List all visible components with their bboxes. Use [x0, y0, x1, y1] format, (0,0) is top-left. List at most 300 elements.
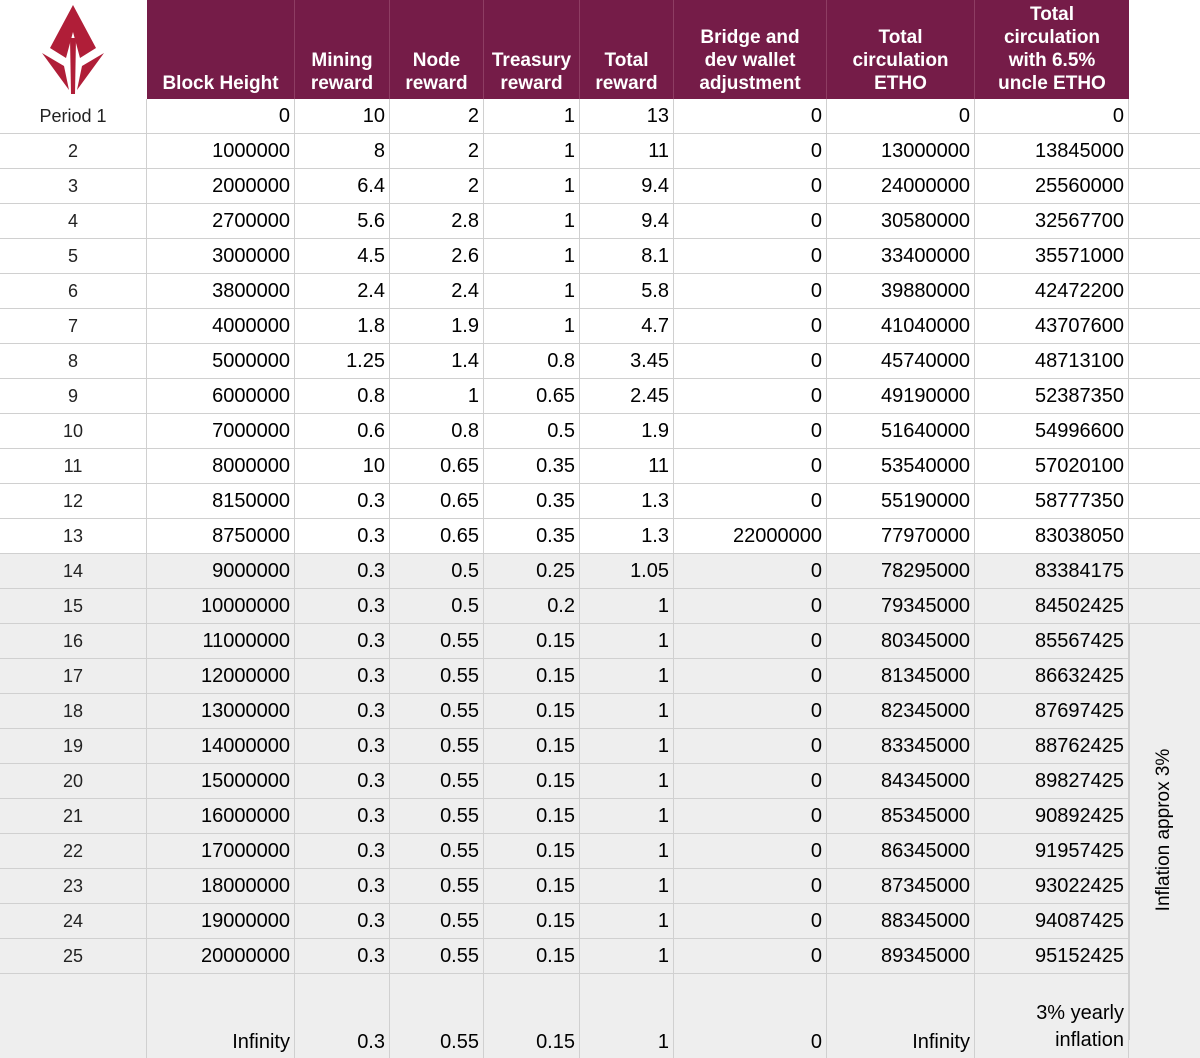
table-cell[interactable]: 20000000: [147, 939, 295, 973]
table-cell[interactable]: 0: [674, 834, 827, 868]
table-cell[interactable]: 0.55: [390, 624, 484, 658]
table-row: [0, 134, 1200, 169]
empty-cell[interactable]: [1129, 169, 1200, 203]
table-row: [0, 274, 1200, 309]
table-cell[interactable]: 1: [484, 204, 580, 238]
table-cell[interactable]: 0: [674, 624, 827, 658]
table-cell[interactable]: 0: [674, 554, 827, 588]
table-cell[interactable]: 4.5: [295, 239, 390, 273]
table-cell[interactable]: 6.4: [295, 169, 390, 203]
table-cell[interactable]: 0: [674, 449, 827, 483]
table-cell[interactable]: 0: [674, 379, 827, 413]
table-cell[interactable]: 0.55: [390, 659, 484, 693]
table-cell[interactable]: 0: [975, 99, 1129, 133]
table-cell[interactable]: 8150000: [147, 484, 295, 518]
table-row: [0, 99, 1200, 134]
table-cell[interactable]: 0.3: [295, 974, 390, 1058]
table-cell[interactable]: 0: [674, 134, 827, 168]
table-cell[interactable]: 16000000: [147, 799, 295, 833]
empty-cell[interactable]: [1129, 449, 1200, 483]
table-cell[interactable]: 1.9: [580, 414, 674, 448]
table-cell[interactable]: 0: [827, 99, 975, 133]
table-cell[interactable]: 0.8: [295, 379, 390, 413]
table-cell[interactable]: 1.8: [295, 309, 390, 343]
column-header-line: uncle ETHO: [998, 73, 1106, 94]
table-cell[interactable]: 1: [580, 834, 674, 868]
table-cell[interactable]: 0.55: [390, 729, 484, 763]
table-cell[interactable]: 0.15: [484, 834, 580, 868]
table-cell[interactable]: 0: [674, 169, 827, 203]
column-header: [827, 0, 975, 99]
table-cell[interactable]: 1: [580, 764, 674, 798]
row-label[interactable]: 9: [0, 379, 147, 413]
table-cell[interactable]: 8: [295, 134, 390, 168]
table-cell[interactable]: 6000000: [147, 379, 295, 413]
empty-cell[interactable]: [1129, 274, 1200, 308]
table-cell[interactable]: 0: [674, 344, 827, 378]
table-cell[interactable]: 89345000: [827, 939, 975, 973]
table-cell[interactable]: 0.3: [295, 729, 390, 763]
table-cell[interactable]: 0.8: [390, 414, 484, 448]
table-cell[interactable]: 43707600: [975, 309, 1129, 343]
table-cell[interactable]: 83345000: [827, 729, 975, 763]
table-cell[interactable]: 0.65: [390, 449, 484, 483]
column-header-line: reward: [500, 73, 563, 94]
table-cell[interactable]: 0: [674, 659, 827, 693]
table-cell[interactable]: 0: [674, 939, 827, 973]
table-cell[interactable]: 1: [580, 729, 674, 763]
empty-cell[interactable]: [1129, 554, 1200, 588]
table-cell[interactable]: 22000000: [674, 519, 827, 553]
table-cell[interactable]: 3800000: [147, 274, 295, 308]
table-cell[interactable]: 19000000: [147, 904, 295, 938]
table-cell[interactable]: 2: [390, 99, 484, 133]
table-cell[interactable]: 0.15: [484, 659, 580, 693]
table-cell[interactable]: 1: [580, 799, 674, 833]
table-cell[interactable]: 0.15: [484, 764, 580, 798]
table-cell[interactable]: 0.15: [484, 974, 580, 1058]
column-header: [580, 0, 674, 99]
side-note: Inflation approx 3%: [1153, 748, 1174, 912]
table-cell[interactable]: 13000000: [147, 694, 295, 728]
row-label[interactable]: 23: [0, 869, 147, 903]
empty-cell[interactable]: [1129, 134, 1200, 168]
row-label[interactable]: [0, 974, 147, 1058]
table-cell[interactable]: 0.6: [295, 414, 390, 448]
row-label[interactable]: 25: [0, 939, 147, 973]
column-header-row: [147, 0, 1129, 99]
table-cell[interactable]: 32567700: [975, 204, 1129, 238]
table-cell[interactable]: 0: [674, 239, 827, 273]
etho-logo-icon: [0, 0, 147, 99]
inflation-note-line: inflation: [1055, 1029, 1124, 1051]
table-row: [0, 239, 1200, 274]
table-cell[interactable]: 2.6: [390, 239, 484, 273]
table-cell[interactable]: 85345000: [827, 799, 975, 833]
table-cell[interactable]: 0.55: [390, 869, 484, 903]
table-cell[interactable]: 0.3: [295, 484, 390, 518]
table-cell[interactable]: 11: [580, 134, 674, 168]
table-cell[interactable]: 3.45: [580, 344, 674, 378]
column-header-line: Block Height: [162, 73, 279, 94]
row-label[interactable]: 18: [0, 694, 147, 728]
table-cell[interactable]: 0.3: [295, 659, 390, 693]
column-header-line: with 6.5%: [1008, 50, 1096, 71]
table-cell[interactable]: 94087425: [975, 904, 1129, 938]
table-cell[interactable]: 95152425: [975, 939, 1129, 973]
table-cell[interactable]: 9.4: [580, 204, 674, 238]
table-cell[interactable]: 10000000: [147, 589, 295, 623]
column-header: [674, 0, 827, 99]
table-cell[interactable]: 10: [295, 99, 390, 133]
table-cell[interactable]: 0.3: [295, 554, 390, 588]
table-cell[interactable]: 53540000: [827, 449, 975, 483]
table-cell[interactable]: 84502425: [975, 589, 1129, 623]
row-label[interactable]: 20: [0, 764, 147, 798]
table-cell[interactable]: 0.3: [295, 834, 390, 868]
table-cell[interactable]: 82345000: [827, 694, 975, 728]
table-cell[interactable]: 0.55: [390, 974, 484, 1058]
table-cell[interactable]: 11: [580, 449, 674, 483]
row-label[interactable]: 4: [0, 204, 147, 238]
table-cell[interactable]: 0.15: [484, 904, 580, 938]
empty-cell[interactable]: [1129, 309, 1200, 343]
table-cell[interactable]: 0.35: [484, 484, 580, 518]
table-cell[interactable]: 86632425: [975, 659, 1129, 693]
table-row: [0, 834, 1200, 869]
table-cell[interactable]: 0.3: [295, 624, 390, 658]
table-cell[interactable]: 1: [390, 379, 484, 413]
table-cell[interactable]: 0.35: [484, 449, 580, 483]
row-label[interactable]: 8: [0, 344, 147, 378]
table-cell[interactable]: 0: [674, 764, 827, 798]
table-cell[interactable]: 2700000: [147, 204, 295, 238]
table-cell[interactable]: 0: [674, 204, 827, 238]
table-cell[interactable]: 86345000: [827, 834, 975, 868]
table-cell[interactable]: 2.45: [580, 379, 674, 413]
table-cell[interactable]: 14000000: [147, 729, 295, 763]
row-label[interactable]: 12: [0, 484, 147, 518]
table-cell[interactable]: 0.55: [390, 694, 484, 728]
row-label[interactable]: 21: [0, 799, 147, 833]
row-label[interactable]: 7: [0, 309, 147, 343]
column-header-line: reward: [405, 73, 468, 94]
table-cell[interactable]: 1: [580, 694, 674, 728]
table-cell[interactable]: 1: [484, 169, 580, 203]
table-cell[interactable]: 8000000: [147, 449, 295, 483]
table-cell[interactable]: 0.55: [390, 939, 484, 973]
table-cell[interactable]: 0: [674, 694, 827, 728]
row-label[interactable]: 19: [0, 729, 147, 763]
table-cell[interactable]: 1: [580, 869, 674, 903]
row-label[interactable]: 13: [0, 519, 147, 553]
table-cell[interactable]: 1: [484, 309, 580, 343]
column-header-line: Total: [878, 27, 923, 48]
row-label[interactable]: 24: [0, 904, 147, 938]
table-row: [0, 414, 1200, 449]
table-cell[interactable]: 1.4: [390, 344, 484, 378]
table-cell[interactable]: 0.5: [390, 554, 484, 588]
table-cell[interactable]: 35571000: [975, 239, 1129, 273]
table-cell[interactable]: 0.3: [295, 939, 390, 973]
table-cell[interactable]: 7000000: [147, 414, 295, 448]
table-cell[interactable]: 2: [390, 169, 484, 203]
column-header-line: Total: [604, 50, 649, 71]
table-cell[interactable]: 0.25: [484, 554, 580, 588]
table-cell[interactable]: 90892425: [975, 799, 1129, 833]
table-cell[interactable]: 0.15: [484, 799, 580, 833]
column-header: [295, 0, 390, 99]
empty-cell[interactable]: [1129, 484, 1200, 518]
column-header-line: Treasury: [491, 50, 572, 71]
table-cell[interactable]: 0.15: [484, 939, 580, 973]
table-cell[interactable]: 0.15: [484, 869, 580, 903]
row-label[interactable]: 6: [0, 274, 147, 308]
row-label[interactable]: 2: [0, 134, 147, 168]
table-cell[interactable]: 0.15: [484, 694, 580, 728]
column-header-line: Mining: [311, 50, 373, 71]
table-cell[interactable]: 0.2: [484, 589, 580, 623]
table-cell[interactable]: 1000000: [147, 134, 295, 168]
empty-cell[interactable]: [1129, 379, 1200, 413]
row-label[interactable]: 14: [0, 554, 147, 588]
column-header-line: circulation: [852, 50, 949, 71]
table-cell[interactable]: 87697425: [975, 694, 1129, 728]
table-cell[interactable]: 0: [674, 99, 827, 133]
table-cell[interactable]: 0: [674, 904, 827, 938]
table-row: [0, 204, 1200, 239]
table-cell[interactable]: 49190000: [827, 379, 975, 413]
row-label[interactable]: 10: [0, 414, 147, 448]
table-row: [0, 904, 1200, 939]
row-label[interactable]: 22: [0, 834, 147, 868]
table-cell[interactable]: 0: [674, 309, 827, 343]
table-cell[interactable]: 0.8: [484, 344, 580, 378]
table-cell[interactable]: 3000000: [147, 239, 295, 273]
table-cell[interactable]: 0.55: [390, 834, 484, 868]
table-cell[interactable]: 0.3: [295, 694, 390, 728]
empty-cell[interactable]: [1129, 239, 1200, 273]
table-cell[interactable]: 1: [580, 939, 674, 973]
column-header-line: Bridge and: [700, 27, 800, 48]
row-label[interactable]: 17: [0, 659, 147, 693]
table-cell[interactable]: 8750000: [147, 519, 295, 553]
row-label[interactable]: 11: [0, 449, 147, 483]
table-cell[interactable]: 8.1: [580, 239, 674, 273]
table-cell[interactable]: 48713100: [975, 344, 1129, 378]
row-label[interactable]: 5: [0, 239, 147, 273]
table-cell[interactable]: 0.65: [390, 484, 484, 518]
table-cell[interactable]: 2.4: [390, 274, 484, 308]
table-cell[interactable]: 0.5: [390, 589, 484, 623]
table-cell[interactable]: 0: [674, 729, 827, 763]
table-cell[interactable]: 52387350: [975, 379, 1129, 413]
table-cell[interactable]: 13: [580, 99, 674, 133]
table-cell[interactable]: 83384175: [975, 554, 1129, 588]
table-cell[interactable]: 9000000: [147, 554, 295, 588]
table-cell[interactable]: 0.65: [484, 379, 580, 413]
table-cell[interactable]: 93022425: [975, 869, 1129, 903]
row-label[interactable]: 16: [0, 624, 147, 658]
table-cell[interactable]: 2000000: [147, 169, 295, 203]
table-cell[interactable]: 0: [674, 799, 827, 833]
table-cell[interactable]: 1: [580, 974, 674, 1058]
table-cell[interactable]: 1.25: [295, 344, 390, 378]
table-cell[interactable]: 57020100: [975, 449, 1129, 483]
table-cell[interactable]: 2.4: [295, 274, 390, 308]
table-cell[interactable]: 5.8: [580, 274, 674, 308]
table-cell[interactable]: 0.55: [390, 904, 484, 938]
table-cell[interactable]: 11000000: [147, 624, 295, 658]
table-cell[interactable]: 0.65: [390, 519, 484, 553]
table-cell[interactable]: 25560000: [975, 169, 1129, 203]
table-cell[interactable]: Infinity: [147, 974, 295, 1058]
table-row: [0, 869, 1200, 904]
table-cell[interactable]: 81345000: [827, 659, 975, 693]
table-cell[interactable]: 45740000: [827, 344, 975, 378]
table-cell[interactable]: 42472200: [975, 274, 1129, 308]
table-cell[interactable]: 88762425: [975, 729, 1129, 763]
column-header: [147, 0, 295, 99]
table-cell[interactable]: 0: [674, 274, 827, 308]
table-cell[interactable]: 39880000: [827, 274, 975, 308]
table-cell[interactable]: 5000000: [147, 344, 295, 378]
table-cell[interactable]: 91957425: [975, 834, 1129, 868]
table-cell[interactable]: 17000000: [147, 834, 295, 868]
column-header-line: reward: [595, 73, 658, 94]
table-cell[interactable]: 1: [580, 589, 674, 623]
table-cell[interactable]: 0.35: [484, 519, 580, 553]
table-cell[interactable]: 12000000: [147, 659, 295, 693]
table-cell[interactable]: 55190000: [827, 484, 975, 518]
table-cell[interactable]: 1: [484, 274, 580, 308]
table-cell[interactable]: 0: [674, 589, 827, 623]
empty-cell[interactable]: [1129, 99, 1200, 133]
table-cell[interactable]: 1: [484, 239, 580, 273]
table-cell[interactable]: Infinity: [827, 974, 975, 1058]
table-cell[interactable]: 0: [147, 99, 295, 133]
table-cell[interactable]: 0.5: [484, 414, 580, 448]
table-row: [0, 694, 1200, 729]
table-cell[interactable]: 1: [484, 99, 580, 133]
table-cell[interactable]: 30580000: [827, 204, 975, 238]
table-cell[interactable]: 89827425: [975, 764, 1129, 798]
table-cell[interactable]: 0.3: [295, 869, 390, 903]
table-cell[interactable]: 24000000: [827, 169, 975, 203]
table-cell[interactable]: 0.15: [484, 729, 580, 763]
table-cell[interactable]: 2.8: [390, 204, 484, 238]
table-cell[interactable]: 0.3: [295, 589, 390, 623]
row-label[interactable]: 15: [0, 589, 147, 623]
table-cell[interactable]: 1: [484, 134, 580, 168]
table-row: [0, 624, 1200, 659]
table-cell[interactable]: 87345000: [827, 869, 975, 903]
table-cell[interactable]: 0.55: [390, 799, 484, 833]
column-header-line: ETHO: [874, 73, 927, 94]
table-cell[interactable]: 0.3: [295, 519, 390, 553]
table-cell[interactable]: 0.15: [484, 624, 580, 658]
table-cell[interactable]: 80345000: [827, 624, 975, 658]
table-cell[interactable]: 58777350: [975, 484, 1129, 518]
table-cell[interactable]: 13000000: [827, 134, 975, 168]
table-cell[interactable]: 0: [674, 484, 827, 518]
empty-cell[interactable]: [1129, 204, 1200, 238]
table-row-final: [0, 974, 1200, 1058]
table-cell[interactable]: 1: [580, 904, 674, 938]
column-header-line: circulation: [1003, 27, 1101, 48]
table-cell[interactable]: 41040000: [827, 309, 975, 343]
column-header-line: Node: [412, 50, 461, 71]
column-header-line: Total: [1030, 4, 1074, 25]
table-row: [0, 484, 1200, 519]
table-cell[interactable]: 13845000: [975, 134, 1129, 168]
table-cell[interactable]: 15000000: [147, 764, 295, 798]
table-row: [0, 939, 1200, 974]
table-cell[interactable]: 33400000: [827, 239, 975, 273]
table-row: [0, 379, 1200, 414]
table-row: [0, 449, 1200, 484]
table-cell[interactable]: 54996600: [975, 414, 1129, 448]
table-cell[interactable]: 0: [674, 414, 827, 448]
empty-cell[interactable]: [1129, 519, 1200, 553]
column-header: [484, 0, 580, 99]
table-cell[interactable]: 9.4: [580, 169, 674, 203]
table-cell[interactable]: 18000000: [147, 869, 295, 903]
table-cell[interactable]: 10: [295, 449, 390, 483]
table-cell[interactable]: 5.6: [295, 204, 390, 238]
row-label[interactable]: 3: [0, 169, 147, 203]
table-cell[interactable]: 0.55: [390, 764, 484, 798]
table-cell[interactable]: 79345000: [827, 589, 975, 623]
table-cell[interactable]: 1: [580, 659, 674, 693]
table-cell[interactable]: 0: [674, 974, 827, 1058]
table-cell[interactable]: 1.3: [580, 519, 674, 553]
table-cell[interactable]: 78295000: [827, 554, 975, 588]
table-cell[interactable]: 83038050: [975, 519, 1129, 553]
table-cell[interactable]: 4.7: [580, 309, 674, 343]
table-cell[interactable]: 1.9: [390, 309, 484, 343]
table-cell[interactable]: 85567425: [975, 624, 1129, 658]
table-cell[interactable]: 88345000: [827, 904, 975, 938]
table-cell[interactable]: 1.3: [580, 484, 674, 518]
column-header: [390, 0, 484, 99]
table-cell[interactable]: 2: [390, 134, 484, 168]
table-cell[interactable]: 1: [580, 624, 674, 658]
table-cell[interactable]: 0.3: [295, 799, 390, 833]
row-label[interactable]: Period 1: [0, 99, 147, 133]
table-cell[interactable]: 0: [674, 869, 827, 903]
empty-cell[interactable]: [1129, 589, 1200, 623]
inflation-note-cell[interactable]: [975, 974, 1129, 1058]
table-row: [0, 799, 1200, 834]
table-cell[interactable]: 77970000: [827, 519, 975, 553]
table-cell[interactable]: 84345000: [827, 764, 975, 798]
table-row: [0, 344, 1200, 379]
table-cell[interactable]: 0.3: [295, 904, 390, 938]
table-cell[interactable]: 0.3: [295, 764, 390, 798]
table-row: [0, 764, 1200, 799]
column-header-line: dev wallet: [704, 50, 796, 71]
empty-cell[interactable]: [1129, 414, 1200, 448]
data-table: [0, 99, 1200, 1058]
table-cell[interactable]: 1.05: [580, 554, 674, 588]
column-header: [975, 0, 1129, 99]
table-cell[interactable]: 4000000: [147, 309, 295, 343]
table-row: [0, 659, 1200, 694]
table-cell[interactable]: 51640000: [827, 414, 975, 448]
empty-cell[interactable]: [1129, 344, 1200, 378]
table-row: [0, 554, 1200, 589]
